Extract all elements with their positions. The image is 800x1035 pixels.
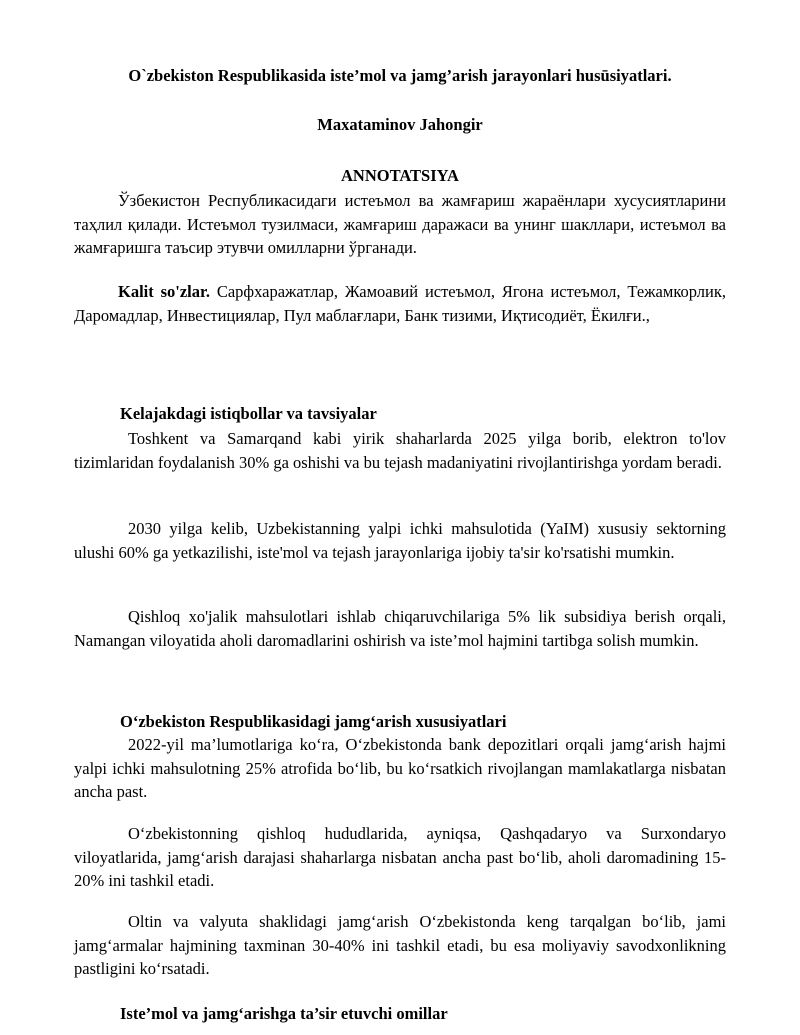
section-heading-savings: O‘zbekiston Respublikasidagi jamg‘arish xususiyatlari <box>120 712 507 731</box>
author-name: Maxataminov Jahongir <box>317 115 483 134</box>
keywords-label: Kalit so'zlar. <box>118 282 210 301</box>
keywords-paragraph <box>74 280 726 327</box>
paragraph-prospects-1: Toshkent va Samarqand kabi yirik shaharlarda 2025 yilga borib, elektron to'lov tizimlaridan foydalanish 30% ga oshishi va bu tejash madaniyatini rivojlantirishga yordam beradi. <box>74 429 726 472</box>
section-heading-factors: Iste’mol va jamg‘arishga ta’sir etuvchi omillar <box>120 1004 448 1023</box>
section-heading-prospects: Kelajakdagi istiqbollar va tavsiyalar <box>120 404 377 423</box>
annotation-text: Ўзбекистон Республикасидаги истеъмол ва жамғариш жараёнлари хусусиятларини таҳлил қилади. Истеъмол тузилмаси, жамғариш даражаси ва унинг шакллари, истеъмол ва жамғаришга таъсир этувчи омилларни ўрганади. <box>74 191 726 257</box>
document-title: O`zbekiston Respublikasida iste’mol va jamg’arish jarayonlari husūsiyatlari. <box>128 66 672 85</box>
paragraph-prospects-3: Qishloq xo'jalik mahsulotlari ishlab chiqaruvchilariga 5% lik subsidiya berish orqali, Namangan viloyatida aholi daromadlarini oshirish va iste’mol hajmini tartibga solish mumkin. <box>74 607 726 650</box>
paragraph-savings-3: Oltin va valyuta shaklidagi jamg‘arish O‘zbekistonda keng tarqalgan bo‘lib, jami jamg‘armalar hajmining taxminan 30-40% ini tashkil etadi, bu esa moliyaviy savodxonlikning pastligini ko‘rsatadi. <box>74 912 726 978</box>
paragraph-prospects-2: 2030 yilga kelib, Uzbekistanning yalpi ichki mahsulotida (YaIM) xususiy sektorning ulushi 60% ga yetkazilishi, iste'mol va tejash jarayonlariga ijobiy ta'sir ko'rsatishi mumkin. <box>74 519 726 562</box>
annotation-heading: ANNOTATSIYA <box>341 166 459 185</box>
paragraph-savings-1: 2022-yil ma’lumotlariga ko‘ra, O‘zbekistonda bank depozitlari orqali jamg‘arish hajmi yalpi ichki mahsulotning 25% atrofida bo‘lib, bu ko‘rsatkich rivojlangan mamlakatlarga nisbatan ancha past. <box>74 735 726 801</box>
paragraph-savings-2: O‘zbekistonning qishloq hududlarida, ayniqsa, Qashqadaryo va Surxondaryo viloyatlarida, jamg‘arish darajasi shaharlarga nisbatan ancha past bo‘lib, aholi daromadining 15-20% ini tashkil etadi. <box>74 824 726 890</box>
keywords-text: Сарфхаражатлар, Жамоавий истеъмол, Ягона истеъмол, Тежамкорлик, Даромадлар, Инвестициялар, Пул маблағлари, Банк тизими, Иқтисодиёт, Ёкилғи., <box>74 282 726 325</box>
